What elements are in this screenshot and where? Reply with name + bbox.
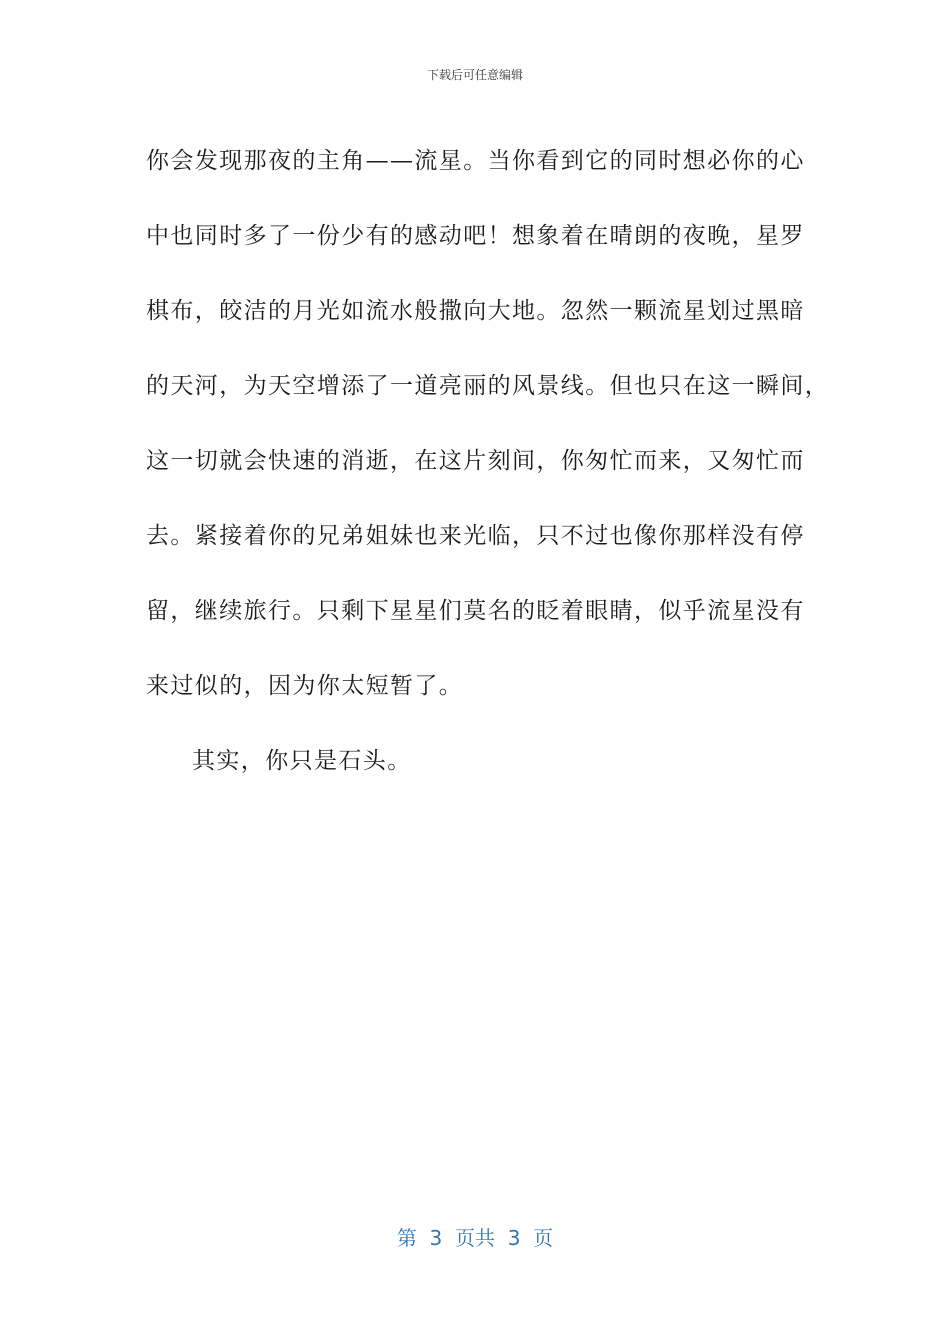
paragraph-line: 中也同时多了一份少有的感动吧！想象着在晴朗的夜晚，星罗 (146, 223, 805, 249)
page-header: 下载后可任意编辑 (426, 68, 523, 82)
page-number-footer: 第 3 页共 3 页 (396, 1226, 554, 1250)
paragraph-line: 来过似的，因为你太短暂了。 (146, 673, 464, 699)
paragraph-line: 棋布，皎洁的月光如流水般撒向大地。忽然一颗流星划过黑暗 (146, 298, 805, 324)
paragraph-line: 留，继续旅行。只剩下星星们莫名的眨着眼睛，似乎流星没有 (146, 598, 805, 624)
paragraph-line: 这一切就会快速的消逝，在这片刻间，你匆忙而来，又匆忙而 (146, 448, 805, 474)
paragraph-line: 去。紧接着你的兄弟姐妹也来光临，只不过也像你那样没有停 (146, 523, 805, 549)
paragraph-line: 的天河，为天空增添了一道亮丽的风景线。但也只在这一瞬间， (146, 373, 830, 399)
paragraph-line: 你会发现那夜的主角——流星。当你看到它的同时想必你的心 (146, 148, 805, 174)
document-body (146, 124, 830, 799)
closing-paragraph: 其实，你只是石头。 (192, 748, 412, 774)
